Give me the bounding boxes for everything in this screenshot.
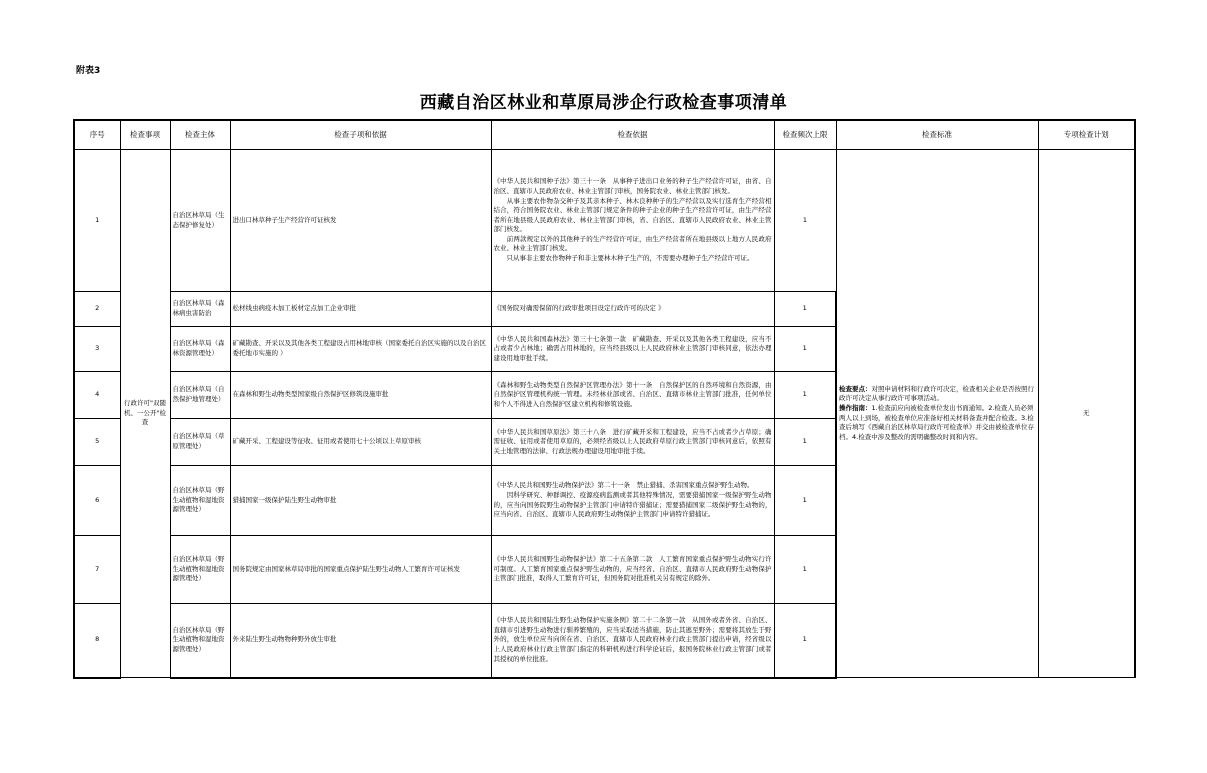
standard-cell: [836, 150, 1038, 678]
basis-paragraph: 《中华人民共和国野生动物保护法》第二十五条第二款 人工繁育国家重点保护野生动物实行许可制度。人工繁育国家重点保护野生动物的，应当经省、自治区、直辖市人民政府野生动物保护主管部门批准，取得人工繁育许可证，但国务院对批准机关另有规定的除外。: [493, 555, 772, 583]
row-basis: [491, 292, 774, 327]
row-seq: 4: [74, 372, 120, 419]
row-sub-item: 外来陆生野生动物物种野外放生审批: [230, 604, 491, 678]
basis-paragraph: 《中华人民共和国陆生野生动物保护实施条例》第二十二条第一款 从国外或者外省、自治区、直辖市引进野生动物进行驯养繁殖的，应当采取适当措施，防止其逃至野外；需要将其放生于野外的，放生单位应当向所在省、自治区、直辖市人民政府林业行政主管部门提出申请，经省级以上人民政府林业行政主管部门指定的科研机构进行科学论证后，报国务院林业行政主管部门或者其授权的单位批准。: [493, 616, 772, 663]
standard-key-label: 检查要点：: [839, 384, 872, 393]
row-freq: 1: [774, 372, 836, 419]
row-basis: [491, 604, 774, 678]
row-subject: 自治区林草局（森林资源管理处）: [170, 327, 230, 372]
row-sub-item: 进出口林草种子生产经营许可证核发: [230, 150, 491, 292]
row-sub-item: 猎捕国家一级保护陆生野生动物审批: [230, 466, 491, 536]
standard-guide-label: 操作指南：: [839, 403, 872, 412]
row-seq: 3: [74, 327, 120, 372]
row-basis: [491, 419, 774, 466]
row-subject: 自治区林草局（生态保护修复处）: [170, 150, 230, 292]
basis-paragraph: 《中华人民共和国野生动物保护法》第二十一条 禁止猎捕、杀害国家重点保护野生动物。: [493, 481, 754, 490]
row-seq: 2: [74, 292, 120, 327]
basis-paragraph: 前两款规定以外的其他种子的生产经营许可证，由生产经营者所在地县级以上地方人民政府农业、林业主管部门核发。: [493, 234, 772, 253]
row-basis: [491, 372, 774, 419]
row-seq: 5: [74, 419, 120, 466]
row-basis: [491, 150, 774, 292]
basis-paragraph: 《中华人民共和国种子法》第三十一条 从事种子进出口业务的种子生产经营许可证，由省、自治区、直辖市人民政府农业、林业主管部门审核，国务院农业、林业主管部门核发。: [493, 177, 772, 195]
basis-paragraph: 从事主要农作物杂交种子及其亲本种子、林木良种种子的生产经营以及实行选育生产经营相结合，符合国务院农业、林业主管部门规定条件的种子企业的种子生产经营许可证，由生产经营者所在地县级人民政府农业、林业主管部门审核，省、自治区、直辖市人民政府农业、林业主管部门核发。: [493, 196, 772, 234]
standard-guide-text: 1.检查前应向被检查单位发出书面通知。2.检查人员必须两人以上到场，被检查单位应准备好相关材料备查并配合检查。3.检查后填写《西藏自治区林草局行政许可检查单》并交由被检查单位存档。4.检查中涉及整改的需明确整改时间和内容。: [839, 403, 1034, 441]
header-item: 检查事项: [120, 120, 170, 150]
row-freq: 1: [774, 150, 836, 292]
row-seq: 1: [74, 150, 120, 292]
row-subject: 自治区林草局（自然保护地管理处）: [170, 372, 230, 419]
header-freq: 检查频次上限: [774, 120, 836, 150]
header-standard: 检查标准: [836, 120, 1038, 150]
basis-paragraph: 《国务院对确需保留的行政审批项目设定行政许可的决定 》: [493, 304, 665, 313]
header-subject: 检查主体: [170, 120, 230, 150]
check-item-cell: 行政许可"双随机、一公开"检查: [120, 150, 170, 678]
row-seq: 6: [74, 466, 120, 536]
row-subject: 自治区林草局（野生动植物和湿地资源管理处）: [170, 536, 230, 604]
basis-paragraph: 《中华人民共和国森林法》第三十七条第一款 矿藏勘查、开采以及其他各类工程建设，应当不占或者少占林地；确需占用林地的，应当经县级以上人民政府林业主管部门审核同意，依法办理建设用地审批手续。: [493, 334, 772, 362]
basis-paragraph: 《森林和野生动物类型自然保护区管理办法》第十一条 自然保护区的自然环境和自然资源，由自然保护区管理机构统一管理。未经林业部或省、自治区、直辖市林业主管部门批准，任何单位和个人不得进入自然保护区建立机构和修筑设施。: [493, 380, 772, 408]
basis-paragraph: 只从事非主要农作物种子和非主要林木种子生产的，不需要办理种子生产经营许可证。: [493, 254, 754, 263]
row-freq: 1: [774, 536, 836, 604]
header-seq: 序号: [74, 120, 120, 150]
header-row: [74, 120, 1135, 150]
row-freq: 1: [774, 419, 836, 466]
page-title: 西藏自治区林业和草原局涉企行政检查事项清单: [419, 93, 788, 113]
row-sub-item: 矿藏开采、工程建设等征收、征用或者使用七十公顷以上草原审核: [230, 419, 491, 466]
header-sub-item: 检查子项和依据: [230, 120, 491, 150]
row-freq: 1: [774, 604, 836, 678]
row-subject: 自治区林草局（野生动植物和湿地资源管理处）: [170, 466, 230, 536]
row-sub-item: 在森林和野生动物类型国家级自然保护区修筑设施审批: [230, 372, 491, 419]
inspection-table: [73, 119, 1136, 679]
basis-paragraph: 因科学研究、种群调控、疫源疫病监测或者其他特殊情况，需要猎捕国家一级保护野生动物的，应当向国务院野生动物保护主管部门申请特许猎捕证；需要猎捕国家二级保护野生动物的，应当向省、自治区、直辖市人民政府野生动物保护主管部门申请特许猎捕证。: [493, 490, 772, 519]
row-seq: 7: [74, 536, 120, 604]
row-freq: 1: [774, 327, 836, 372]
table-row: [74, 150, 1135, 292]
row-subject: 自治区林草局（草原管理处）: [170, 419, 230, 466]
row-sub-item: 国务院规定由国家林草局审批的国家重点保护陆生野生动物人工繁育许可证核发: [230, 536, 491, 604]
row-subject: 自治区林草局（森林病虫害防治: [170, 292, 230, 327]
basis-paragraph: 《中华人民共和国草原法》第三十八条 进行矿藏开采和工程建设，应当不占或者少占草原；确需征收、征用或者使用草原的，必须经省级以上人民政府草原行政主管部门审核同意后，依照有关土地管理的法律、行政法规办理建设用地审批手续。: [493, 427, 772, 455]
row-sub-item: 矿藏勘查、开采以及其他各类工程建设占用林地审核（国家委托自治区实施的以及自治区委托地市实施的 ）: [230, 327, 491, 372]
row-freq: 1: [774, 466, 836, 536]
plan-cell: 无: [1038, 150, 1135, 678]
row-seq: 8: [74, 604, 120, 678]
standard-key-text: 对照申请材料和行政许可决定，检查相关企业是否按照行政许可决定从事行政许可事项活动。: [839, 384, 1034, 403]
row-sub-item: 松材线虫病疫木加工板材定点加工企业审批: [230, 292, 491, 327]
row-subject: 自治区林草局（野生动植物和湿地资源管理处）: [170, 604, 230, 678]
row-basis: [491, 327, 774, 372]
row-basis: [491, 536, 774, 604]
appendix-label: 附表3: [76, 66, 101, 76]
header-basis: 检查依据: [491, 120, 774, 150]
header-plan: 专项检查计划: [1038, 120, 1135, 150]
row-basis: [491, 466, 774, 536]
row-freq: 1: [774, 292, 836, 327]
